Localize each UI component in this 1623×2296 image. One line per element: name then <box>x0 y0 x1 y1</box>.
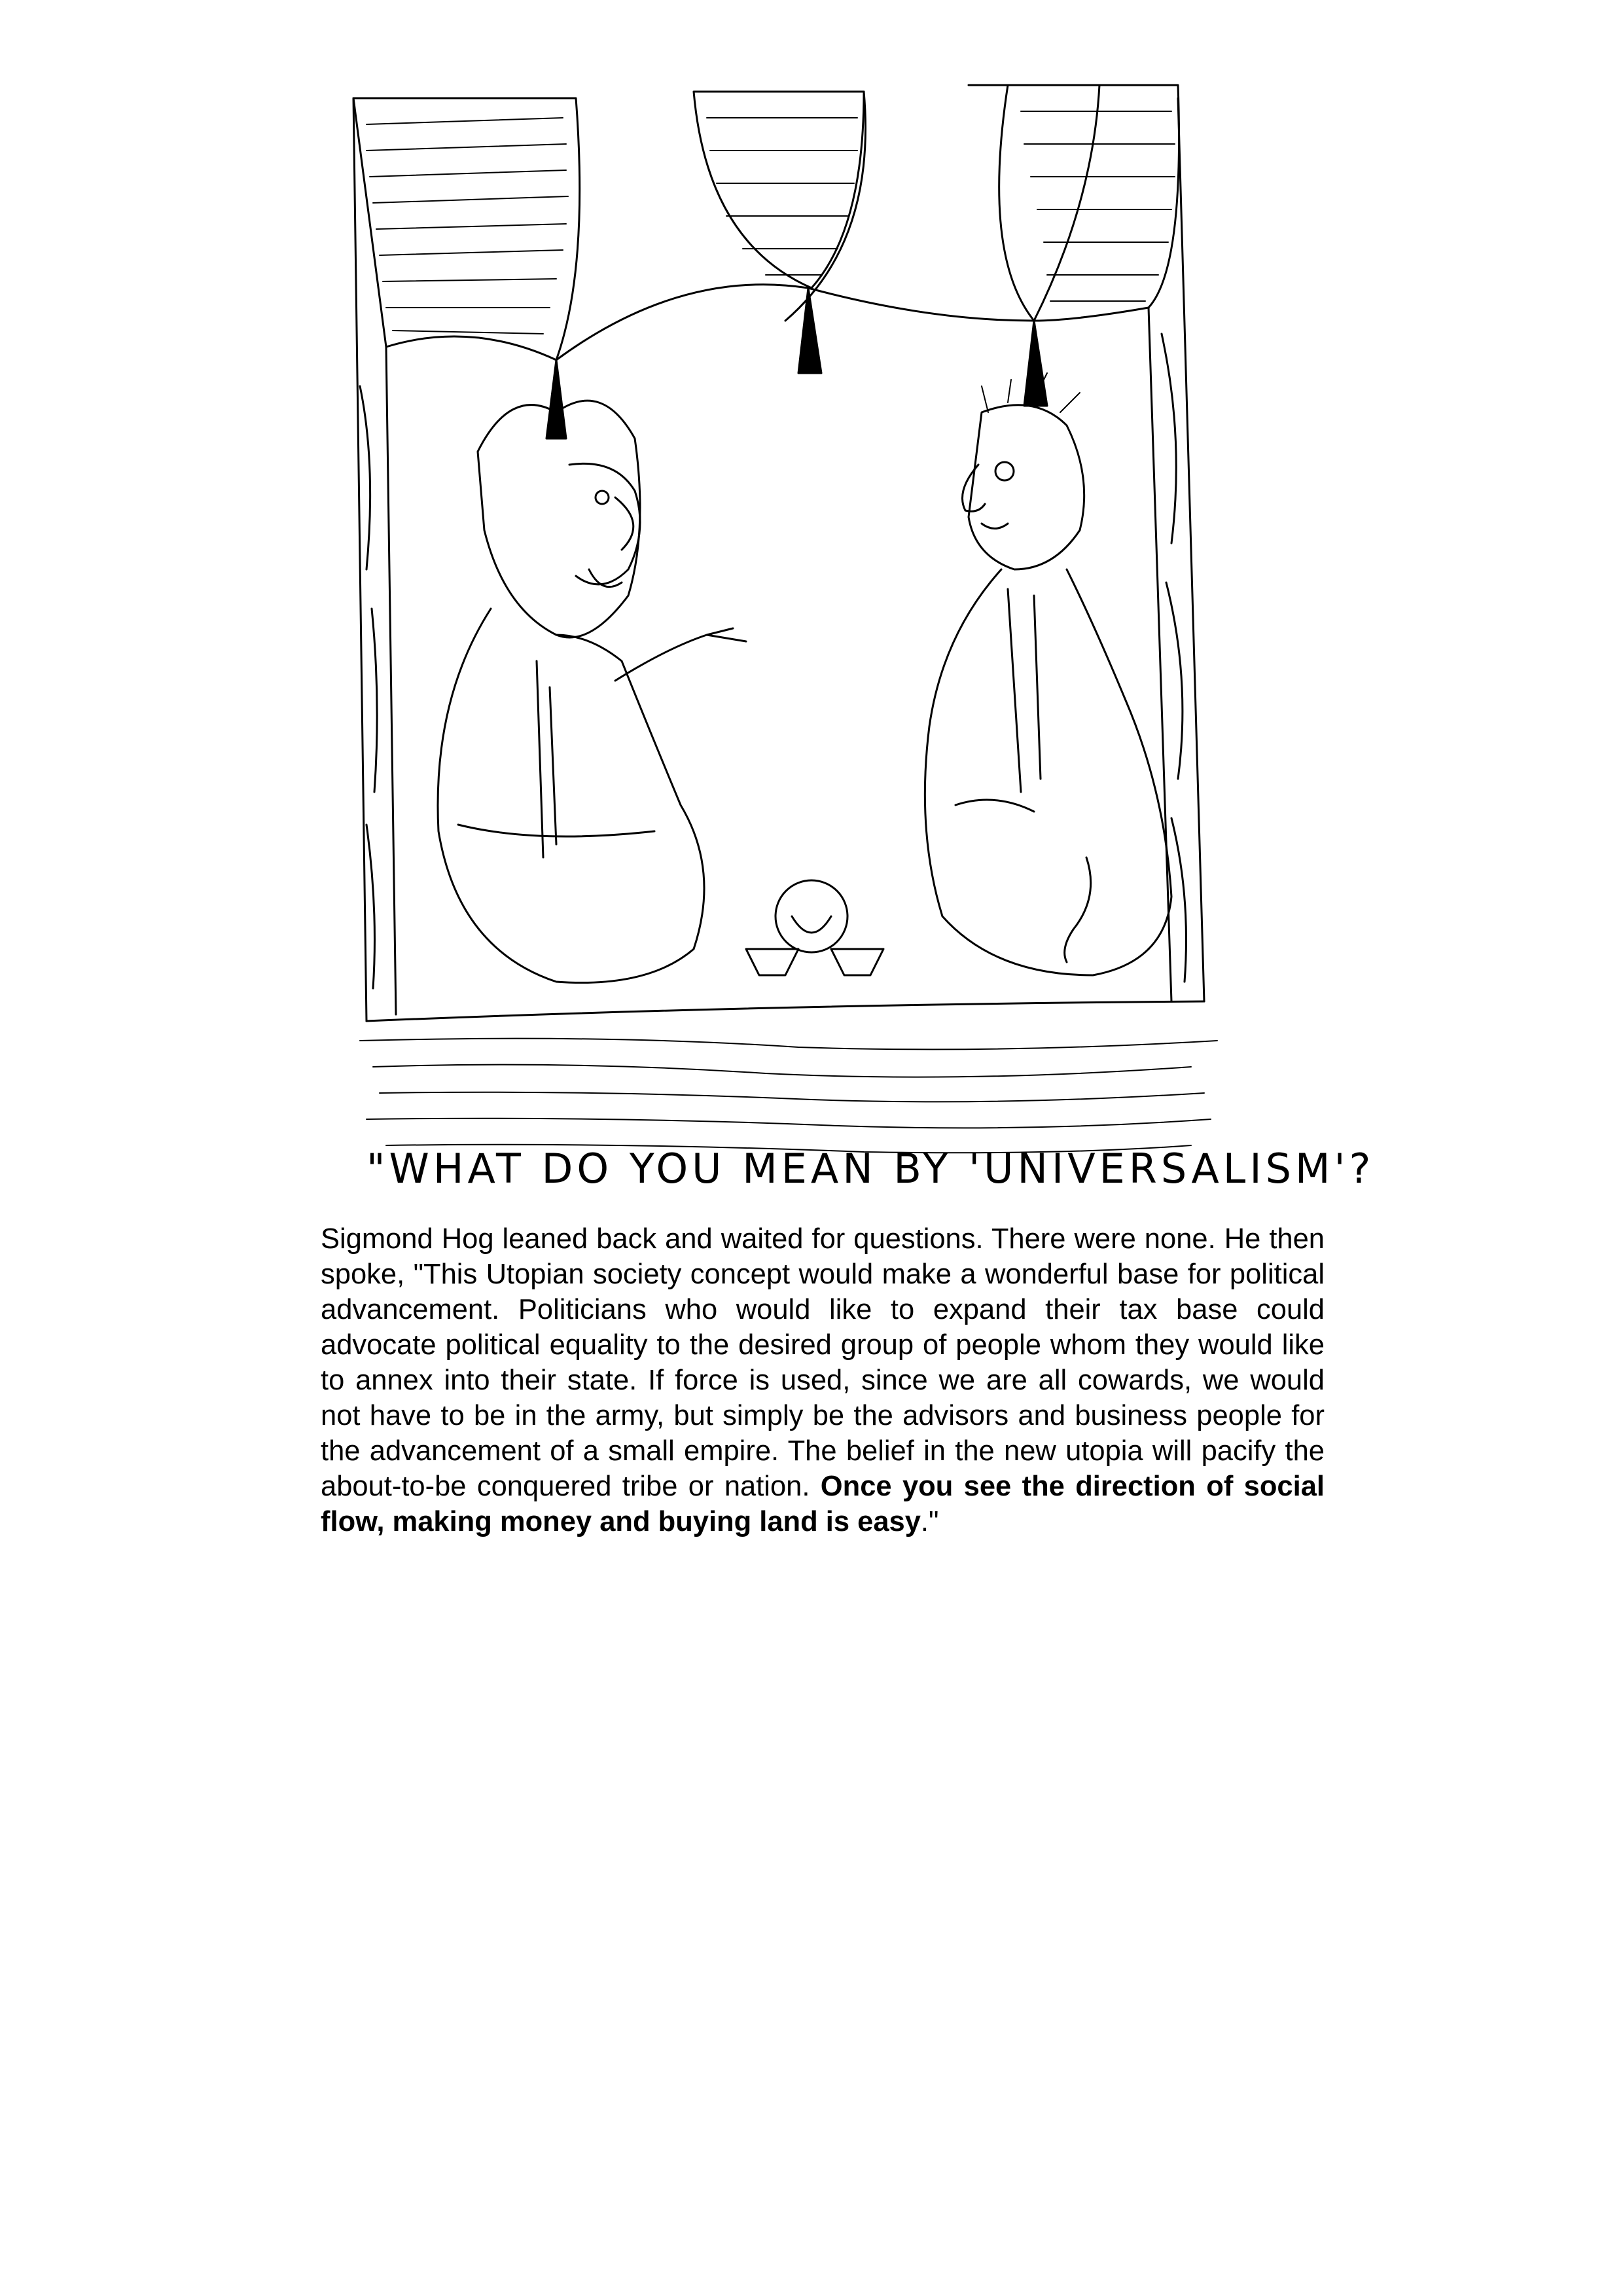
left-man-face <box>569 463 640 584</box>
right-man-nose <box>963 465 986 511</box>
body-paragraph <box>321 1221 1325 1539</box>
paragraph-bold-text: Once you see the direction of social flow, making money and buying land is easy <box>321 1471 1325 1537</box>
bowl-left <box>746 949 798 975</box>
right-man-body <box>925 569 1171 975</box>
bowl-right <box>831 949 883 975</box>
paragraph-text: Sigmond Hog leaned back and waited for questions. There were none. He then spoke, "This Utopian society concept would make a wonderful base for political advancement. Politicians who would like to expand their tax base could advocate political equality to the desired group of people whom they would like to annex into their state. If force is used, since we are all cowards, we would not have to be in the army, but simply be the advisors and business people for the advancement of a small empire. The belief in the new utopia will pacify the about-to-be conquered tribe or nation. <box>321 1223 1325 1502</box>
tassel-right <box>1024 321 1047 406</box>
tassel-left <box>546 360 566 439</box>
right-man-hands <box>955 800 1091 962</box>
right-man-head <box>969 405 1084 569</box>
tassel-middle <box>798 288 821 373</box>
cartoon-illustration <box>340 72 1375 1224</box>
cartoon-caption: "WHAT DO YOU MEAN BY 'UNIVERSALISM'? <box>366 1145 1375 1193</box>
frame-right-post-inner <box>1149 308 1171 1001</box>
frame-left-post-inner <box>386 347 396 1014</box>
left-man-arm <box>615 628 746 681</box>
curtain-middle <box>694 92 864 288</box>
frame-right-post <box>1178 98 1204 1001</box>
frame-floor-line <box>366 1001 1204 1021</box>
left-man-body <box>438 609 704 982</box>
paragraph-end: ." <box>920 1506 939 1537</box>
frame-left-post <box>353 98 366 1021</box>
crystal-ball <box>776 880 847 952</box>
